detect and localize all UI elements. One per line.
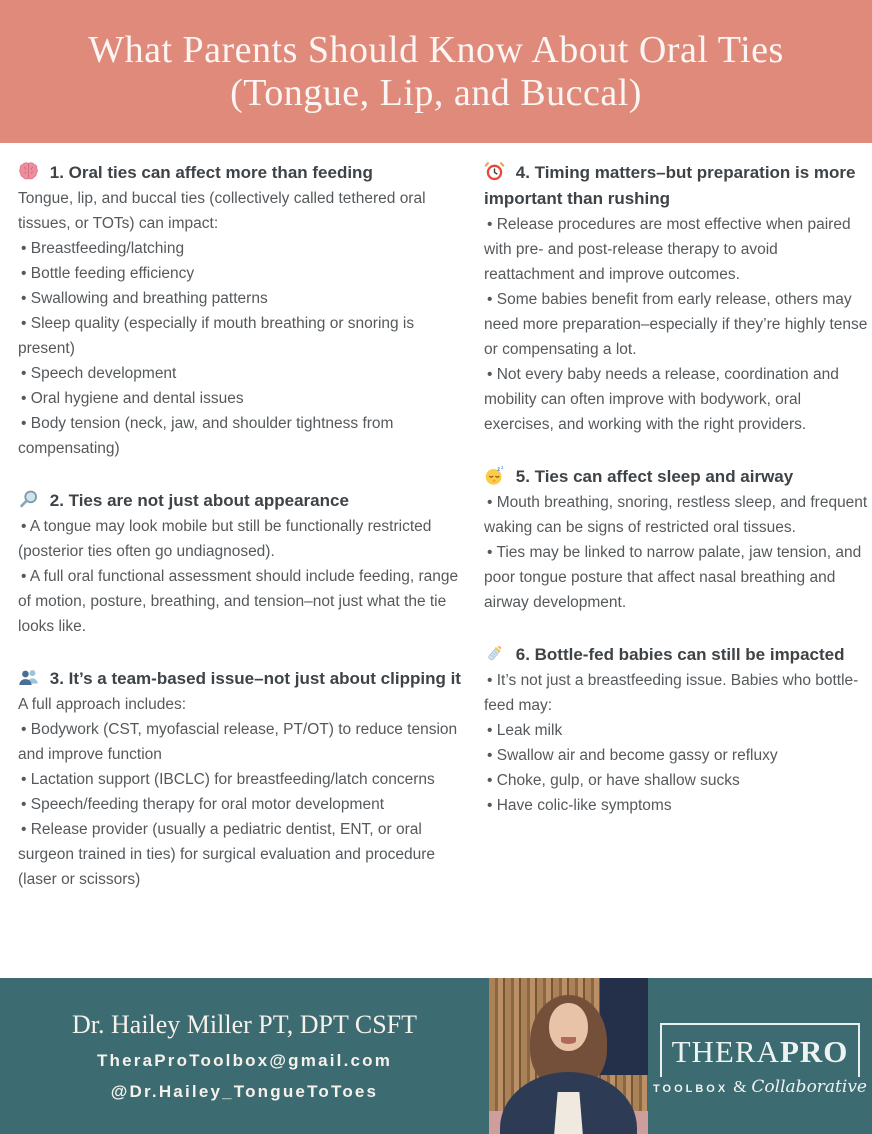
bullet-item: • Speech/feeding therapy for oral motor development — [21, 796, 385, 813]
bullet-item: • Choke, gulp, or have shallow sucks — [487, 772, 740, 789]
portrait-photo — [489, 978, 648, 1134]
section-heading — [18, 160, 468, 186]
bullet-item: • Sleep quality (especially if mouth breathing or snoring is present) — [18, 315, 415, 357]
logo-ampersand: & — [733, 1077, 747, 1096]
logo-brand-bold: PRO — [779, 1034, 849, 1069]
bullet-item: • Leak milk — [487, 722, 563, 739]
logo-subtitle — [648, 1077, 872, 1097]
bullet-item: • Not every baby needs a release, coordination and mobility can often improve with bodywork, oral exercises, and working with the right providers. — [484, 366, 839, 433]
footer-banner — [0, 978, 872, 1134]
section-heading-text: 3. It’s a team-based issue–not just about clipping it — [49, 669, 461, 688]
section-team-based — [18, 666, 468, 892]
magnifying-glass-icon — [18, 489, 39, 510]
section-heading-text: 6. Bottle-fed babies can still be impacted — [515, 645, 845, 664]
logo-frame — [652, 1023, 868, 1097]
svg-text:z: z — [497, 466, 501, 474]
bullet-item: • Release procedures are most effective when paired with pre- and post-release therapy to avoid reattachment and improve outcomes. — [484, 216, 851, 283]
photo-blouse — [554, 1092, 583, 1134]
bullet-list — [484, 212, 870, 437]
section-oral-ties-feeding — [18, 160, 468, 461]
bullet-item: • Some babies benefit from early release, others may need more preparation–especially if they’re highly tense or compensating a lot. — [484, 291, 868, 358]
therapro-logo — [648, 978, 872, 1134]
page-title-line1: What Parents Should Know About Oral Ties — [88, 28, 784, 71]
section-heading-text: 2. Ties are not just about appearance — [49, 491, 349, 510]
bullet-item: • Bodywork (CST, myofascial release, PT/OT) to reduce tension and improve function — [18, 721, 458, 763]
brain-icon — [18, 161, 39, 182]
bullet-item: • A tongue may look mobile but still be functionally restricted (posterior ties often go undiagnosed). — [18, 518, 432, 560]
logo-toolbox-text: TOOLBOX — [652, 1083, 729, 1095]
bullet-item: • Have colic-like symptoms — [487, 797, 672, 814]
bullet-item: • Body tension (neck, jaw, and shoulder tightness from compensating) — [18, 415, 394, 457]
logo-brand-text — [672, 1034, 849, 1078]
section-timing — [484, 160, 870, 437]
bullet-item: • It’s not just a breastfeeding issue. Babies who bottle-feed may: — [484, 672, 859, 714]
bullet-item: • A full oral functional assessment should include feeding, range of motion, posture, breathing, and tension–not just what the tie looks like. — [18, 568, 459, 635]
logo-brand-regular: THERA — [671, 1034, 780, 1069]
bullet-item: • Breastfeeding/latching — [21, 240, 185, 257]
bullet-list — [18, 717, 468, 892]
contact-email: TheraProToolbox@gmail.com — [96, 1051, 393, 1070]
people-icon — [18, 667, 39, 688]
bullet-item: • Lactation support (IBCLC) for breastfeeding/latch concerns — [21, 771, 435, 788]
section-heading — [484, 464, 870, 490]
section-heading — [484, 642, 870, 668]
bullet-list — [18, 514, 468, 639]
svg-text:z: z — [501, 465, 504, 470]
photo-smile — [561, 1037, 577, 1043]
baby-bottle-icon — [484, 643, 505, 664]
bullet-list — [18, 236, 468, 461]
bullet-item: • Bottle feeding efficiency — [21, 265, 195, 282]
section-heading — [18, 666, 468, 692]
photo-background — [600, 978, 648, 1075]
sleepy-face-icon — [484, 465, 505, 486]
bullet-item: • Mouth breathing, snoring, restless sleep, and frequent waking can be signs of restricted oral tissues. — [484, 494, 868, 536]
logo-collaborative-text: Collaborative — [751, 1077, 868, 1097]
header-banner — [0, 0, 872, 143]
section-heading-text: 1. Oral ties can affect more than feeding — [49, 163, 373, 182]
section-bottle-fed — [484, 642, 870, 818]
section-intro: A full approach includes: — [18, 696, 187, 713]
alarm-clock-icon — [484, 161, 505, 182]
photo-face — [549, 1003, 589, 1051]
bullet-item: • Ties may be linked to narrow palate, jaw tension, and poor tongue posture that affect nasal breathing and airway development. — [484, 544, 862, 611]
bullet-list — [484, 490, 870, 615]
section-appearance — [18, 488, 468, 639]
bullet-item: • Oral hygiene and dental issues — [21, 390, 244, 407]
section-intro: Tongue, lip, and buccal ties (collectively called tethered oral tissues, or TOTs) can impact: — [18, 190, 426, 232]
bullet-list — [484, 668, 870, 818]
bullet-item: • Speech development — [21, 365, 177, 382]
section-sleep-airway — [484, 464, 870, 615]
bullet-item: • Release provider (usually a pediatric dentist, ENT, or oral surgeon trained in ties) for surgical evaluation and procedure (laser or scissors) — [18, 821, 436, 888]
right-column — [484, 160, 870, 919]
page-title-line2: (Tongue, Lip, and Buccal) — [230, 71, 642, 114]
footer-contact-block — [0, 978, 489, 1134]
section-heading-text: 5. Ties can affect sleep and airway — [515, 467, 794, 486]
bullet-item: • Swallow air and become gassy or refluxy — [487, 747, 778, 764]
instagram-handle: @Dr.Hailey_TongueToToes — [110, 1082, 379, 1101]
section-heading — [18, 488, 468, 514]
section-heading-text: 4. Timing matters–but preparation is more important than rushing — [484, 163, 856, 208]
bullet-item: • Swallowing and breathing patterns — [21, 290, 268, 307]
section-heading — [484, 160, 870, 212]
content-area — [0, 143, 872, 919]
left-column — [18, 160, 468, 919]
author-name: Dr. Hailey Miller PT, DPT CSFT — [72, 1010, 417, 1039]
